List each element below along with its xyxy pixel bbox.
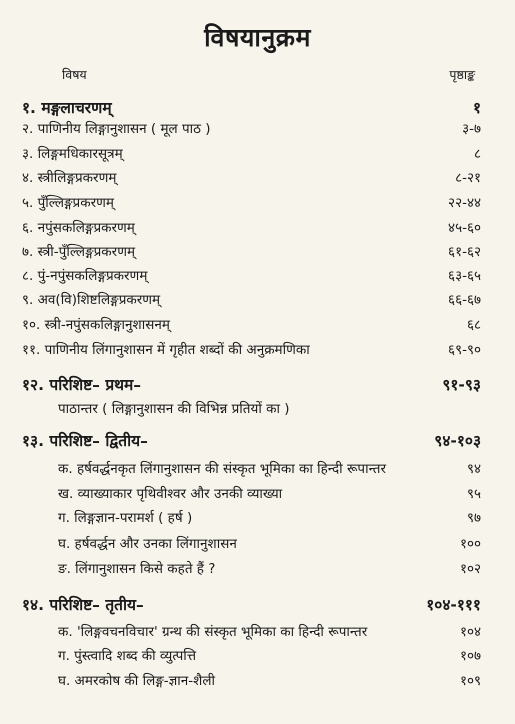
column-header-subject: विषय	[62, 67, 87, 82]
toc-entry-page: १०९	[459, 673, 481, 689]
toc-entry-label: पाठान्तर ( लिङ्गानुशासन की विभिन्न प्रतियों का )	[58, 401, 290, 417]
toc-entry-page: ६३-६५	[448, 268, 481, 284]
toc-entry	[0, 315, 515, 339]
toc-entry-page: ९७	[466, 510, 481, 526]
toc-entry	[0, 193, 515, 217]
toc-entry	[0, 593, 515, 617]
toc-entry-label: ७. स्त्री-पुँल्लिङ्गप्रकरणम्	[22, 244, 136, 260]
toc-entry	[0, 646, 515, 670]
toc-entry-page: ६१-६२	[448, 244, 481, 260]
toc-entry-page: ९१-९३	[442, 376, 481, 394]
toc-entry	[0, 508, 515, 532]
toc-entry-label: ८. पुं-नपुंसकलिङ्गप्रकरणम्	[22, 268, 148, 284]
toc-entry-page: ९४-१०३	[434, 432, 481, 450]
toc-entry-label: घ. हर्षवर्द्धन और उनका लिंगानुशासन	[58, 536, 237, 552]
toc-entry	[0, 119, 515, 143]
toc-entry-page: १००	[459, 536, 481, 552]
toc-entry-label: २. पाणिनीय लिङ्गानुशासन ( मूल पाठ )	[22, 121, 211, 137]
toc-entry-page: ४५-६०	[448, 220, 481, 236]
toc-entry-label: १४. परिशिष्ट– तृतीय–	[22, 596, 144, 614]
toc-entry-page: ९५	[466, 486, 481, 502]
toc-entry-label: १०. स्त्री-नपुंसकलिङ्गानुशासनम्	[22, 317, 170, 333]
toc-entry	[0, 671, 515, 695]
toc-entry	[0, 429, 515, 453]
toc-entry-label: १३. परिशिष्ट– द्वितीय–	[22, 432, 148, 450]
toc-entry	[0, 242, 515, 266]
toc-entry	[0, 144, 515, 168]
toc-entry	[0, 168, 515, 192]
toc-entry-page: १	[472, 99, 481, 117]
toc-entry	[0, 484, 515, 508]
toc-entry-label: क. हर्षवर्द्धनकृत लिंगानुशासन की संस्कृत भूमिका का हिन्दी रूपान्तर	[58, 461, 386, 477]
toc-entry-page: ६६-६७	[448, 292, 481, 308]
toc-entry-label: ३. लिङ्गमधिकारसूत्रम्	[22, 146, 123, 162]
toc-entry-page: १०४-१११	[426, 596, 481, 614]
toc-entry-page: १०७	[459, 648, 481, 664]
toc-entry-page: १०४	[459, 624, 481, 640]
toc-entry-page: ३-७	[462, 121, 481, 137]
toc-entry-label: ख. व्याख्याकार पृथिवीश्वर और उनकी व्याख्या	[58, 486, 283, 502]
toc-entry-label: घ. अमरकोष की लिङ्ग-ज्ञान-शैली	[58, 673, 215, 689]
toc-entry-label: १. मङ्गलाचरणम्	[22, 99, 112, 117]
toc-entry-label: ९. अव(वि)शिष्टलिङ्गप्रकरणम्	[22, 292, 161, 308]
toc-entry	[0, 340, 515, 364]
toc-entry	[0, 373, 515, 397]
toc-entry-label: ११. पाणिनीय लिंगानुशासन में गृहीत शब्दों की अनुक्रमणिका	[22, 342, 310, 358]
toc-entry	[0, 622, 515, 646]
toc-entry	[0, 290, 515, 314]
toc-entry-page: ८	[473, 146, 481, 162]
toc-entry-label: ङ. लिंगानुशासन किसे कहते हैं ?	[58, 561, 216, 577]
toc-entry	[0, 96, 515, 120]
toc-entry-label: ६. नपुंसकलिङ्गप्रकरणम्	[22, 220, 135, 236]
page-title: विषयानुक्रम	[204, 23, 311, 52]
toc-entry-label: ग. लिङ्गज्ञान-परामर्श ( हर्ष )	[58, 510, 193, 526]
toc-entry	[0, 218, 515, 242]
toc-entry-page: ८-२१	[455, 170, 481, 186]
toc-entry-page: ६८	[466, 317, 481, 333]
toc-entry-page: ९४	[466, 461, 481, 477]
toc-entry-label: क. 'लिङ्गवचनविचार' ग्रन्थ की संस्कृत भूमिका का हिन्दी रूपान्तर	[58, 624, 368, 640]
toc-entry-page: १०२	[459, 561, 481, 577]
toc-entry-page: २२-४४	[448, 195, 481, 211]
toc-entry-label: १२. परिशिष्ट– प्रथम–	[22, 376, 142, 394]
toc-entry	[0, 534, 515, 558]
toc-entry	[0, 459, 515, 483]
toc-entry-label: ४. स्त्रीलिङ्गप्रकरणम्	[22, 170, 117, 186]
toc-entry-label: ५. पुँल्लिङ्गप्रकरणम्	[22, 195, 114, 211]
toc-entry	[0, 399, 515, 423]
toc-entry	[0, 266, 515, 290]
toc-entry-page: ६९-९०	[448, 342, 481, 358]
toc-entry-label: ग. पुंस्त्वादि शब्द की व्युत्पत्ति	[58, 648, 197, 664]
toc-entry	[0, 559, 515, 583]
column-header-page: पृष्ठाङ्क	[449, 67, 475, 82]
